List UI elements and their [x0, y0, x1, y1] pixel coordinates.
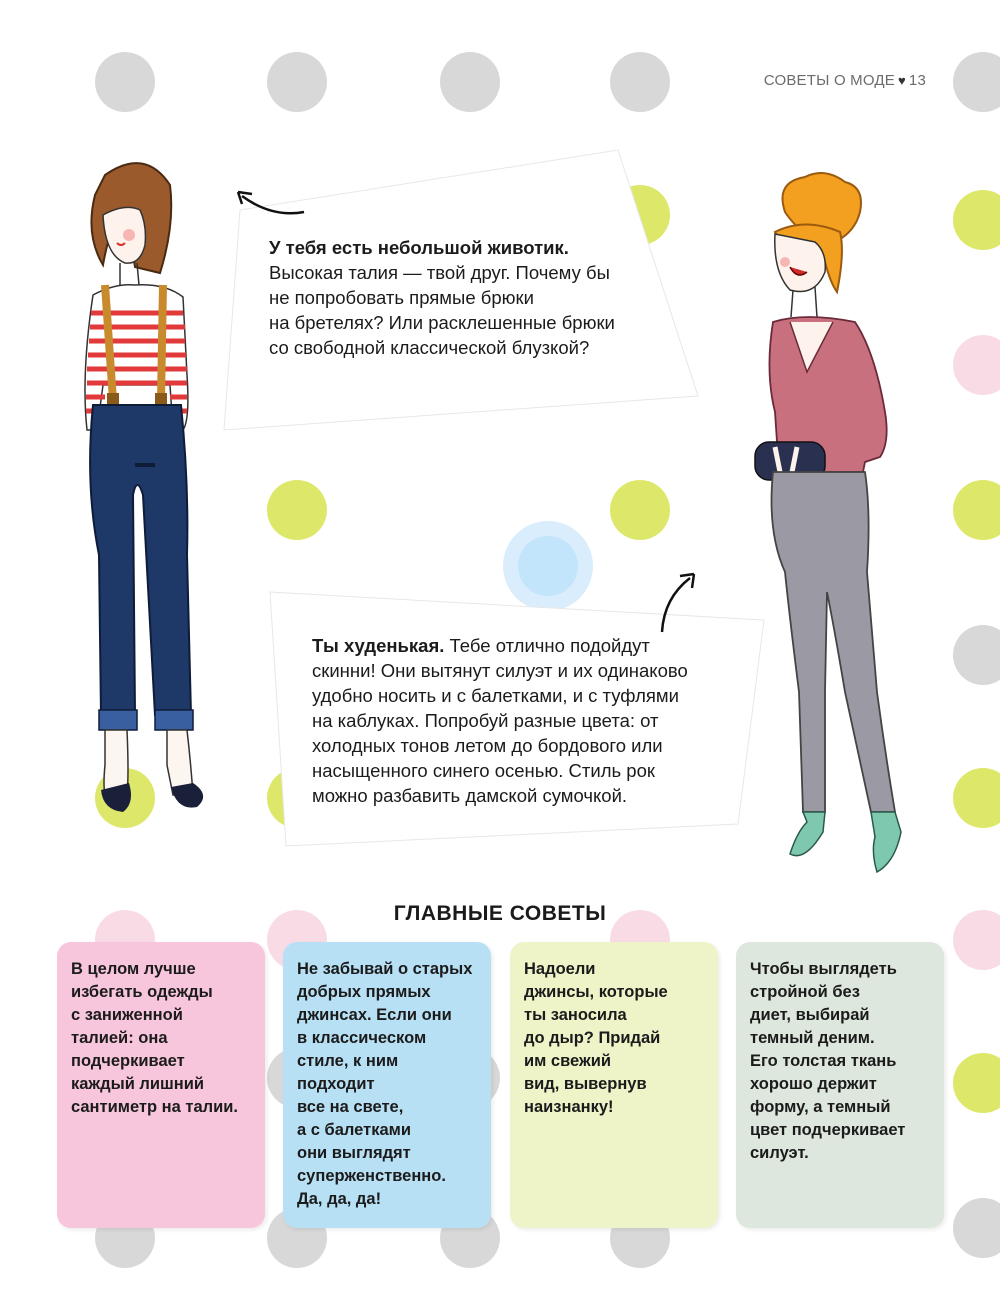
tip-card-text: Надоели джинсы, которые ты заносила до дыр? Придай им свежий вид, вывернув наизнанку! [524, 960, 668, 1116]
heart-icon: ♥ [897, 73, 906, 88]
page-number: 13 [908, 72, 926, 89]
note-tummy-heading: У тебя есть небольшой животик. [269, 237, 569, 258]
tip-card-text: В целом лучше избегать одежды с заниженной талией: она подчеркивает каждый лишний сантиметр на талии. [71, 960, 238, 1116]
note-slim-body: Тебе отлично подойдут скинни! Они вытянут силуэт и их одинаково удобно носить и с балетками, и с туфлями на каблуках. Попробуй разные цвета: от холодных тонов летом до бордового или насыщенного синего осенью. Стиль рок можно разбавить дамской сумочкой. [312, 635, 688, 806]
note-tummy-text [269, 235, 689, 360]
tips-title: ГЛАВНЫЕ СОВЕТЫ [393, 902, 607, 925]
section-title: СОВЕТЫ О МОДЕ [763, 72, 895, 89]
arrow-to-left-girl-icon [232, 188, 312, 228]
note-slim-heading: Ты худенькая. [312, 635, 445, 656]
note-slim-text [312, 633, 752, 808]
arrow-to-right-girl-icon [652, 568, 702, 638]
page-header [764, 72, 926, 89]
girl-with-suspenders-illustration [75, 155, 225, 820]
tip-card-straight-jeans [283, 942, 491, 1228]
tip-card-inside-out [510, 942, 718, 1228]
note-tummy-body: Высокая талия — твой друг. Почему бы не попробовать прямые брюки на бретелях? Или расклешенные брюки со свободной классической блузкой? [269, 262, 615, 358]
tip-card-low-waist [57, 942, 265, 1228]
girl-in-skinny-jeans-illustration [745, 172, 905, 877]
tip-card-text: Чтобы выглядеть стройной без диет, выбирай темный деним. Его толстая ткань хорошо держит форму, а темный цвет подчеркивает силуэт. [750, 960, 906, 1162]
tip-card-dark-denim [736, 942, 944, 1228]
tip-card-text: Не забывай о старых добрых прямых джинсах. Если они в классическом стиле, к ним подходит все на свете, а с балетками они выглядят суперженственно. Да, да, да! [297, 960, 473, 1208]
